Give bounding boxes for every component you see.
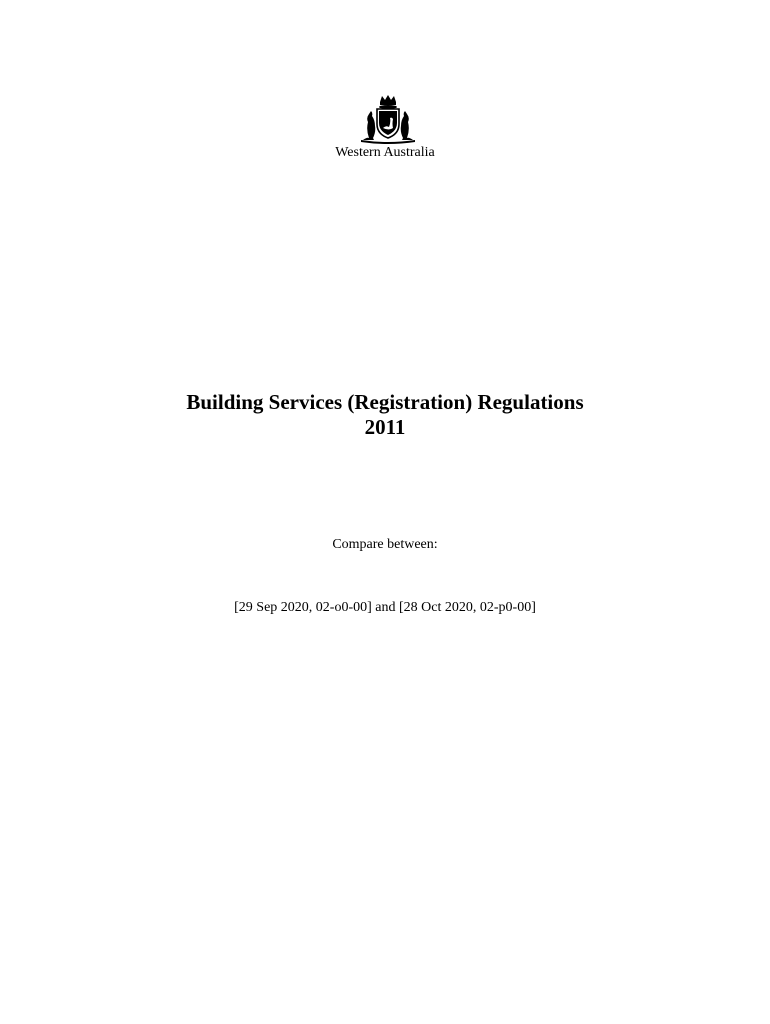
wa-coat-of-arms-icon bbox=[355, 92, 421, 144]
compare-label: Compare between: bbox=[332, 537, 438, 552]
compared-versions: [29 Sep 2020, 02-o0-00] and [28 Oct 2020, 02-p0-00] bbox=[234, 600, 536, 615]
document-title-year: 2011 bbox=[364, 415, 406, 439]
document-title-name: Building Services (Registration) Regulations bbox=[186, 390, 584, 414]
jurisdiction-label: Western Australia bbox=[335, 145, 435, 160]
document-title bbox=[120, 390, 650, 440]
